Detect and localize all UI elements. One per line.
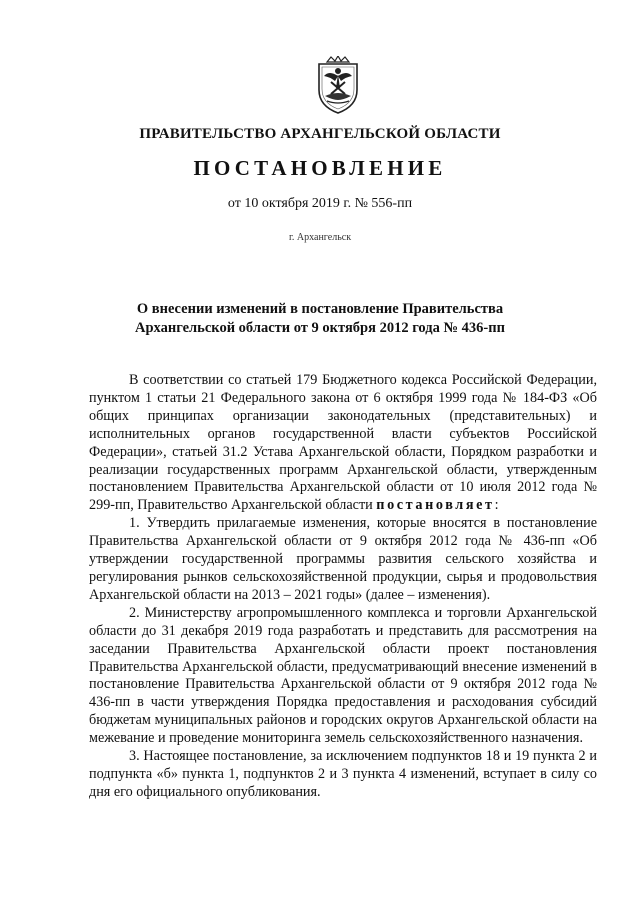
paragraph-2: 2. Министерству агропромышленного комплекса и торговли Архангельской области до 31 декабря 2019 года разработать и представить для рассмотрения на заседании Правительства Архангельской области проект постановления Правительства Архангельской области, предусматривающий внесение изменений в постановление Правительства Архангельской области от 9 октября 2012 года № 436-пп в части утверждения Порядка предоставления и расходования субсидий бюджетам муниципальных районов и городских округов Архангельской области на межевание и проведение мониторинга земель сельскохозяйственного назначения. — [89, 604, 597, 747]
document-body — [89, 372, 597, 802]
coat-of-arms-icon — [313, 56, 363, 114]
document-type: ПОСТАНОВЛЕНИЕ — [193, 156, 447, 180]
subject-line-2: Архангельской области от 9 октября 2012 года № 436-пп — [135, 320, 505, 336]
subject-title — [90, 300, 550, 338]
paragraph-1: 1. Утвердить прилагаемые изменения, которые вносятся в постановление Правительства Архангельской области от 9 октября 2012 года № 436-пп «Об утверждении государственной программы развития сельского хозяйства и регулирования рынков сельскохозяйственной продукции, сырья и продовольствия Архангельской области на 2013 – 2021 годы» (далее – изменения). — [89, 515, 597, 603]
city: г. Архангельск — [288, 232, 352, 243]
paragraph-3: 3. Настоящее постановление, за исключением подпунктов 18 и 19 пункта 2 и подпункта «б» пункта 1, подпунктов 2 и 3 пункта 4 изменений, вступает в силу со дня его официального опубликования. — [89, 748, 597, 800]
intro-paragraph: В соответствии со статьей 179 Бюджетного кодекса Российской Федерации, пунктом 1 статьи 21 Федерального закона от 6 октября 1999 года № 184-ФЗ «Об общих принципах организации законодательных (представительных) и исполнительных органов государственной власти субъектов Российской Федерации», статьей 31.2 Устава Архангельской области, Порядком разработки и реализации государственных программ Архангельской области, утвержденным постановлением Правительства Архангельской области от 10 июля 2012 года № 299-пп, Правительство Архангельской области постановляет: — [89, 372, 597, 514]
resolves-word: постановляет — [376, 497, 495, 514]
date-number: от 10 октября 2019 г. № 556-пп — [227, 196, 413, 211]
government-title: ПРАВИТЕЛЬСТВО АРХАНГЕЛЬСКОЙ ОБЛАСТИ — [139, 126, 501, 142]
intro-text: В соответствии со статьей 179 Бюджетного кодекса Российской Федерации, пунктом 1 статьи 21 Федерального закона от 6 октября 1999 года № 184-ФЗ «Об общих принципах организации законодательных (представительных) и исполнительных органов государственной власти субъектов Российской Федерации», статьей 31.2 Устава Архангельской области, Порядком разработки и реализации государственных программ Архангельской области, утвержденным постановлением Правительства Архангельской области от 10 июля 2012 года № 299-пп, Правительство Архангельской области — [89, 372, 597, 514]
subject-line-1: О внесении изменений в постановление Правительства — [136, 301, 504, 317]
